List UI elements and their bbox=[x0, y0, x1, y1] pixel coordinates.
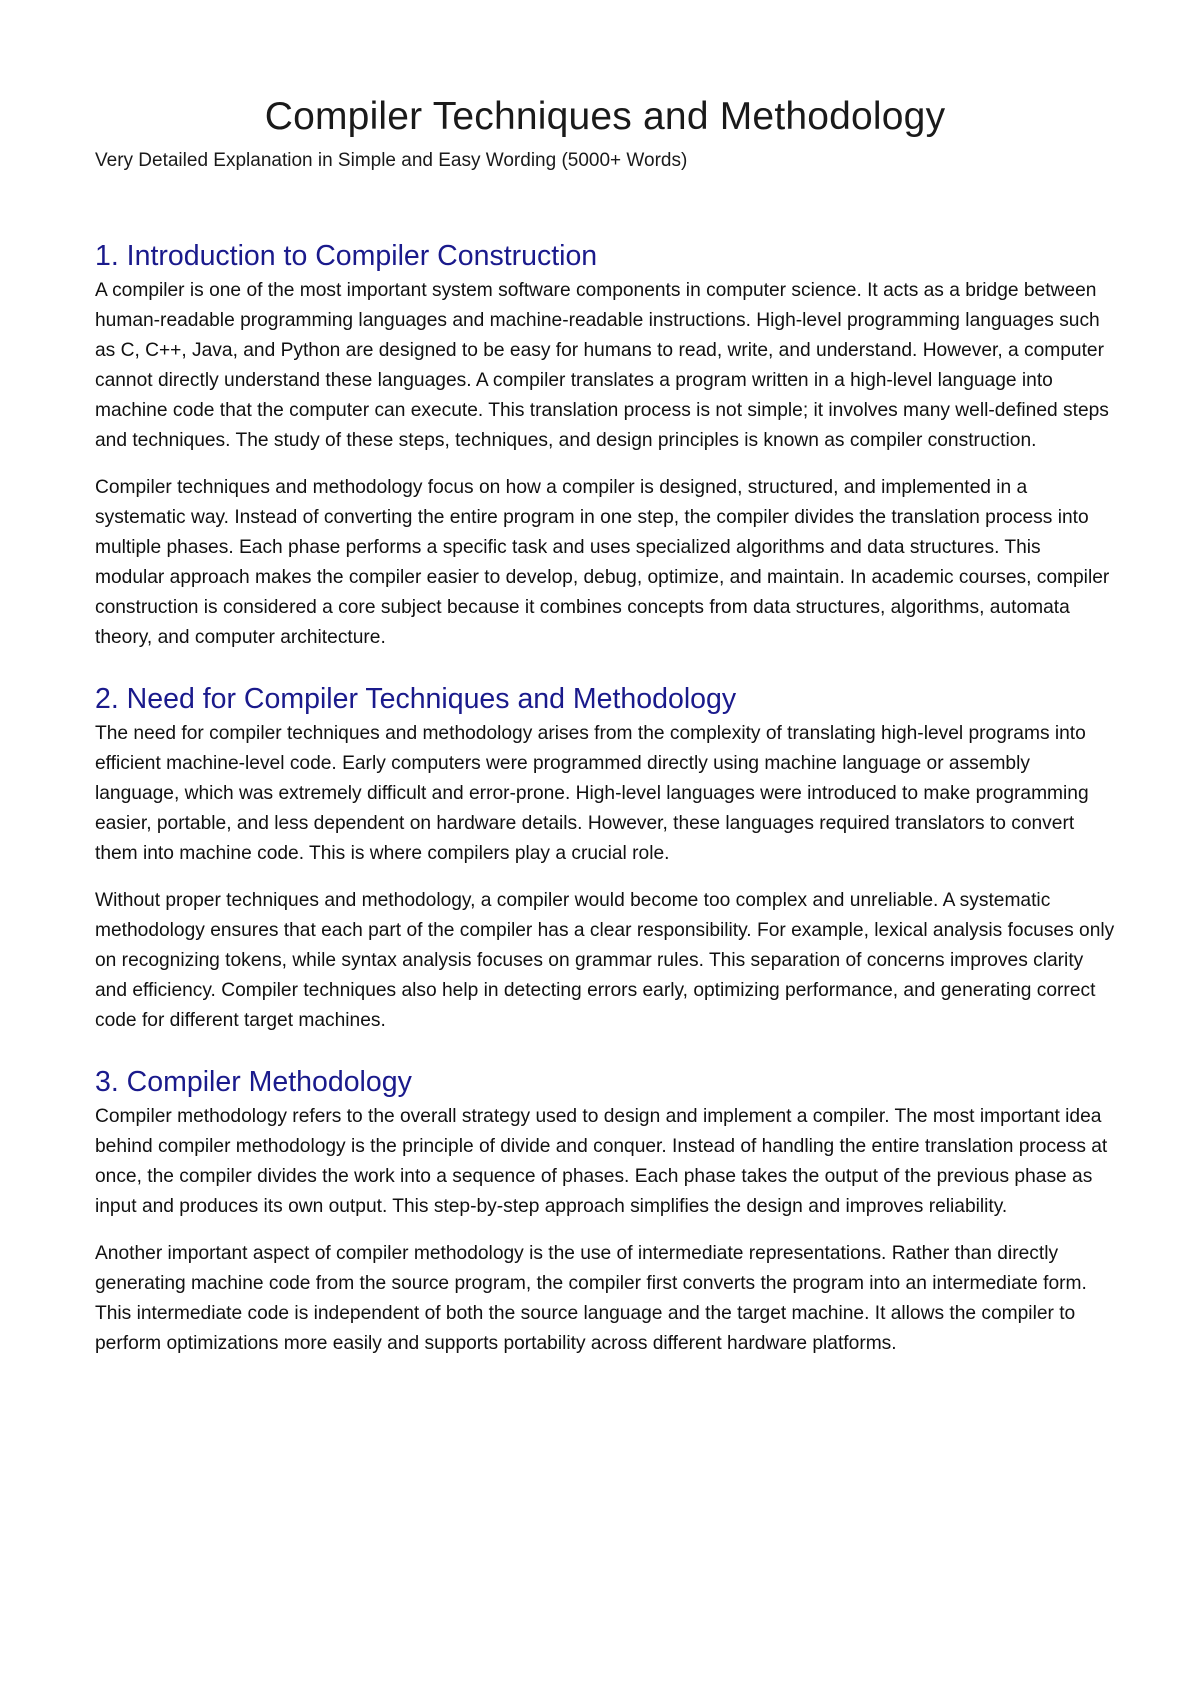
section-need bbox=[95, 681, 1115, 1036]
section-heading: 3. Compiler Methodology bbox=[95, 1066, 412, 1098]
paragraph: Compiler methodology refers to the overall strategy used to design and implement a compiler. The most important idea behind compiler methodology is the principle of divide and conquer. Instead of handling the entire translation process at once, the compiler divides the work into a sequence of phases. Each phase takes the output of the previous phase as input and produces its own output. This step-by-step approach simplifies the design and improves reliability. bbox=[95, 1106, 1108, 1217]
section-methodology bbox=[95, 1064, 1115, 1359]
section-introduction bbox=[95, 238, 1115, 653]
section-heading: 1. Introduction to Compiler Construction bbox=[95, 240, 598, 272]
paragraph: A compiler is one of the most important system software components in computer science. It acts as a bridge between human-readable programming languages and machine-readable instructions. High-level programming languages such as C, C++, Java, and Python are designed to be easy for humans to read, write, and understand. However, a computer cannot directly understand these languages. A compiler translates a program written in a high-level language into machine code that the computer can execute. This translation process is not simple; it involves many well-defined steps and techniques. The study of these steps, techniques, and design principles is known as compiler construction. bbox=[95, 280, 1109, 451]
document-title: Compiler Techniques and Methodology bbox=[264, 95, 946, 138]
document-page bbox=[95, 92, 1115, 1359]
paragraph: The need for compiler techniques and methodology arises from the complexity of translating high-level programs into efficient machine-level code. Early computers were programmed directly using machine language or assembly language, which was extremely difficult and error-prone. High-level languages were introduced to make programming easier, portable, and less dependent on hardware details. However, these languages required translators to convert them into machine code. This is where compilers play a crucial role. bbox=[95, 723, 1089, 864]
paragraph: Compiler techniques and methodology focus on how a compiler is designed, structured, and implemented in a systematic way. Instead of converting the entire program in one step, the compiler divides the translation process into multiple phases. Each phase performs a specific task and uses specialized algorithms and data structures. This modular approach makes the compiler easier to develop, debug, optimize, and maintain. In academic courses, compiler construction is considered a core subject because it combines concepts from data structures, algorithms, automata theory, and computer architecture. bbox=[95, 477, 1110, 648]
section-heading: 2. Need for Compiler Techniques and Methodology bbox=[95, 683, 737, 715]
document-subtitle: Very Detailed Explanation in Simple and Easy Wording (5000+ Words) bbox=[95, 150, 688, 171]
paragraph: Another important aspect of compiler methodology is the use of intermediate representations. Rather than directly generating machine code from the source program, the compiler first converts the program into an intermediate form. This intermediate code is independent of both the source language and the target machine. It allows the compiler to perform optimizations more easily and supports portability across different hardware platforms. bbox=[95, 1243, 1087, 1354]
paragraph: Without proper techniques and methodology, a compiler would become too complex and unreliable. A systematic methodology ensures that each part of the compiler has a clear responsibility. For example, lexical analysis focuses only on recognizing tokens, while syntax analysis focuses on grammar rules. This separation of concerns improves clarity and efficiency. Compiler techniques also help in detecting errors early, optimizing performance, and generating correct code for different target machines. bbox=[95, 890, 1115, 1031]
